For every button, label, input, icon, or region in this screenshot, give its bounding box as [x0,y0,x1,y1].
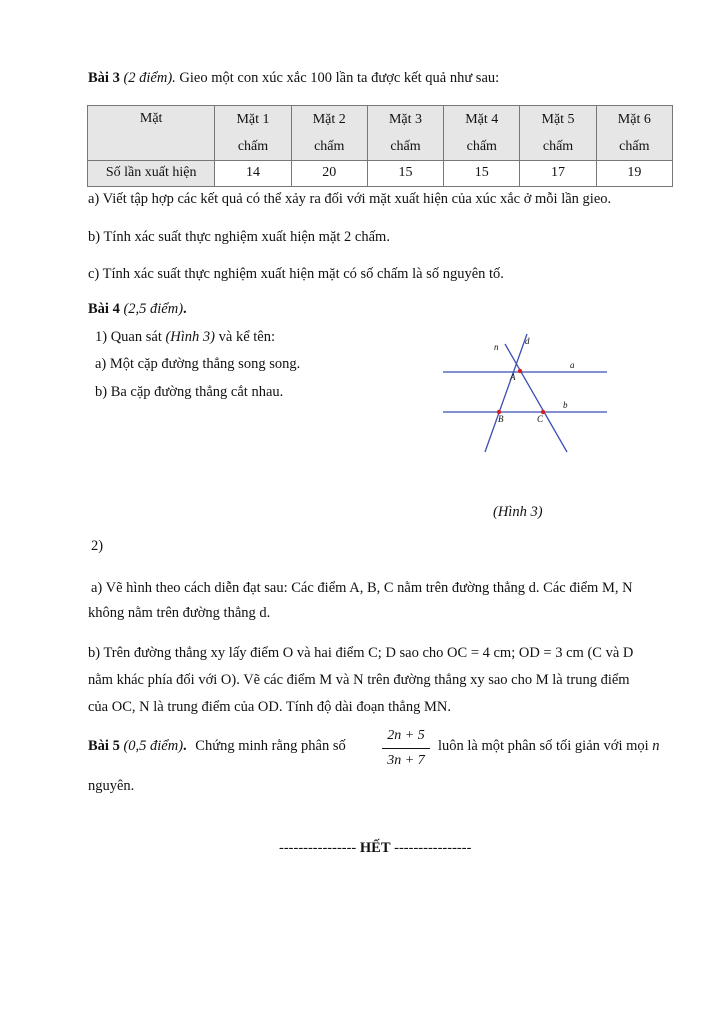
bai5-heading: Bài 5 (0,5 điểm). Chứng minh rằng phân số [88,738,346,754]
table-cell: 19 [596,161,672,187]
bai3-text: Gieo một con xúc xắc 100 lần ta được kết quả như sau: [179,70,500,86]
bai3-title: Bài 3 [88,70,120,86]
dice-results-table [87,105,673,187]
table-cell: 20 [291,161,367,187]
label-B: B [498,414,504,424]
table-cell: 14 [215,161,291,187]
bai5-title: Bài 5 [88,738,120,754]
table-cell: 15 [367,161,443,187]
table-cell: 17 [520,161,596,187]
label-line-a: a [570,360,575,370]
bai4-part2: 2) [91,538,104,554]
end-marker: ---------------- HẾT ---------------- [279,840,472,856]
label-A: A [510,372,516,382]
table-header-face: Mặt [88,106,215,161]
table-header-cell: Mặt 6 chấm [596,106,672,161]
label-C: C [537,414,544,424]
bai5-text-end: nguyên. [88,778,135,794]
label-line-b: b [563,400,568,410]
bai4-part2-b-line2: nằm khác phía đối với O). Vẽ các điểm M và N trên đường thẳng xy sao cho M là trung điểm [88,672,630,688]
label-d: d [525,336,530,346]
table-row [88,106,673,161]
bai3-question-c: c) Tính xác suất thực nghiệm xuất hiện mặt có số chấm là số nguyên tố. [88,266,504,282]
fraction-numerator: 2n + 5 [387,728,425,743]
bai4-part2-b-line3: của OC, N là trung điểm của OD. Tính độ dài đoạn thẳng MN. [88,699,451,715]
point-a [518,369,522,373]
table-row-label: Số lần xuất hiện [88,161,215,187]
bai3-question-a: a) Viết tập hợp các kết quả có thể xảy ra đối với mặt xuất hiện của xúc xắc ở mỗi lần gieo. [88,191,612,207]
table-cell: 15 [444,161,520,187]
bai5-text-before: Chứng minh rằng phân số [195,738,346,754]
figure-caption: (Hình 3) [493,504,543,520]
table-row [88,161,673,187]
fraction [380,726,432,771]
bai4-part1: 1) Quan sát (Hình 3) và kể tên: [95,329,276,345]
bai4-part1-a: a) Một cặp đường thẳng song song. [95,356,301,372]
line-d [485,334,527,452]
bai5-points: (0,5 điểm) [123,738,184,754]
bai4-title: Bài 4 [88,301,120,317]
bai5-text-after: luôn là một phân số tối giản với mọi n [438,738,660,754]
geometry-figure [435,330,615,460]
bai4-part2-a-line2: không nằm trên đường thẳng d. [88,605,271,621]
table-header-cell: Mặt 5 chấm [520,106,596,161]
bai4-part2-a-line1: a) Vẽ hình theo cách diễn đạt sau: Các điểm A, B, C nằm trên đường thẳng d. Các điểm M, N [91,580,633,596]
bai4-part2-b-line1: b) Trên đường thẳng xy lấy điểm O và hai điểm C; D sao cho OC = 4 cm; OD = 3 cm (C và D [88,645,634,661]
table-header-cell: Mặt 4 chấm [444,106,520,161]
table-header-cell: Mặt 1 chấm [215,106,291,161]
fraction-denominator: 3n + 7 [387,753,425,768]
bai4-heading: Bài 4 (2,5 điểm). [88,301,187,317]
table-header-cell: Mặt 2 chấm [291,106,367,161]
bai3-heading [88,70,499,87]
line-n [505,344,567,452]
bai4-points: (2,5 điểm) [123,301,184,317]
bai3-points: (2 điểm). [123,70,176,86]
bai3-question-b: b) Tính xác suất thực nghiệm xuất hiện mặt 2 chấm. [88,229,390,245]
table-header-cell: Mặt 3 chấm [367,106,443,161]
label-n: n [494,342,499,352]
bai4-part1-b: b) Ba cặp đường thẳng cắt nhau. [95,384,284,400]
